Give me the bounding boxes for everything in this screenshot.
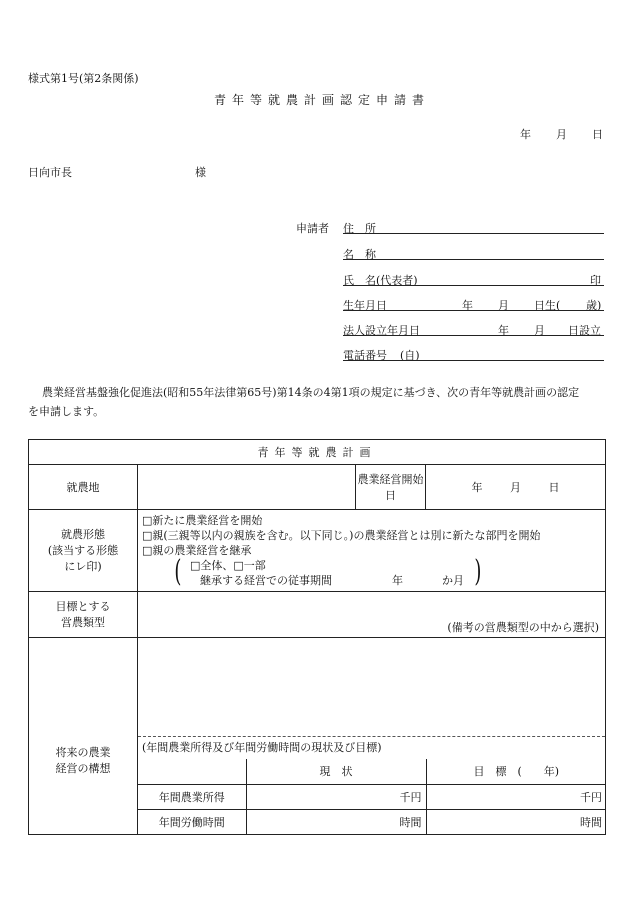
farm-location-field[interactable] — [138, 465, 356, 510]
income-hours-table — [138, 759, 606, 834]
birth-age: 歳) — [586, 299, 602, 312]
start-month: 月 — [510, 481, 521, 494]
farming-form-label: 就農形態 (該当する形態 にレ印) — [29, 510, 138, 592]
request-text-1: 農業経営基盤強化促進法(昭和55年法律第65号)第14条の4第1項の規定に基づき、次の青年等就農計画の認定 — [42, 386, 580, 399]
addressee-honorific: 様 — [195, 166, 206, 179]
inherit-period-label: 継承する経営での従事期間 — [200, 574, 332, 587]
start-date-label: 農業経営開始日 — [356, 465, 426, 510]
income-note: (年間農業所得及び年間労働時間の現状及び目標) — [142, 741, 382, 754]
vision-text-field[interactable] — [138, 638, 605, 737]
birth-month: 月 — [498, 299, 509, 312]
representative-label: 氏 名(代表者) — [343, 274, 418, 287]
current-income-field[interactable]: 千円 — [246, 784, 426, 809]
seal-mark: 印 — [590, 274, 601, 287]
start-date-field[interactable] — [426, 465, 606, 510]
vision-section — [138, 638, 606, 835]
target-hours-field[interactable]: 時間 — [426, 809, 606, 834]
name-label: 名 称 — [343, 248, 376, 261]
current-hours-field[interactable]: 時間 — [246, 809, 426, 834]
form-number: 様式第1号(第2条関係) — [28, 72, 139, 85]
start-year: 年 — [471, 481, 483, 494]
plan-header: 青年等就農計画 — [29, 440, 606, 465]
corp-day: 日設立 — [568, 324, 601, 337]
vision-label: 将来の農業 経営の構想 — [29, 638, 138, 835]
form-title: 青年等就農計画認定申請書 — [214, 93, 431, 107]
annual-income-label: 年間農業所得 — [138, 784, 246, 809]
phone-field[interactable] — [343, 360, 604, 361]
address-label: 住 所 — [343, 222, 376, 235]
option-inherit-checkbox[interactable]: □親の農業経営を継承 — [142, 544, 252, 557]
corp-label: 法人設立年月日 — [343, 324, 420, 337]
farm-location-label: 就農地 — [29, 465, 138, 510]
option-parent-new-dept-checkbox[interactable]: □親(三親等以内の親族を含む。以下同じ。)の農業経営とは別に新たな部門を開始 — [142, 529, 541, 542]
birth-label: 生年月日 — [343, 299, 387, 312]
blank-header-cell — [138, 759, 246, 784]
representative-field[interactable] — [343, 285, 604, 286]
inherit-months: か月 — [442, 574, 464, 587]
farming-form-options — [138, 510, 606, 592]
inherit-year: 年 — [392, 574, 403, 587]
target-income-field[interactable]: 千円 — [426, 784, 606, 809]
phone-label: 電話番号 — [343, 349, 387, 362]
target-type-field[interactable] — [138, 592, 606, 638]
applicant-label: 申請者 — [296, 222, 329, 235]
option-new-checkbox[interactable]: □新たに農業経営を開始 — [142, 514, 263, 527]
corp-year: 年 — [498, 324, 509, 337]
inherit-scope-checkbox[interactable]: □全体、□一部 — [190, 559, 266, 572]
date-month: 月 — [556, 128, 567, 141]
birth-year: 年 — [462, 299, 473, 312]
current-header: 現 状 — [246, 759, 426, 784]
birth-field[interactable] — [343, 310, 604, 311]
plan-table — [28, 439, 606, 835]
name-field[interactable] — [343, 259, 604, 260]
annual-hours-label: 年間労働時間 — [138, 809, 246, 834]
corp-field[interactable] — [343, 335, 604, 336]
date-year: 年 — [520, 128, 531, 141]
phone-self: (自) — [400, 349, 420, 362]
target-header: 目 標 ( 年) — [426, 759, 606, 784]
right-brace: ) — [474, 554, 482, 589]
start-day: 日 — [548, 481, 560, 494]
target-type-note: (備考の営農類型の中から選択) — [447, 621, 599, 634]
addressee-name: 日向市長 — [28, 166, 72, 179]
left-brace: ( — [174, 554, 182, 589]
request-text-2: を申請します。 — [28, 405, 105, 418]
target-type-label: 目標とする 営農類型 — [29, 592, 138, 638]
corp-month: 月 — [534, 324, 545, 337]
birth-day: 日生( — [534, 299, 561, 312]
address-field[interactable] — [343, 233, 604, 234]
date-day: 日 — [592, 128, 603, 141]
